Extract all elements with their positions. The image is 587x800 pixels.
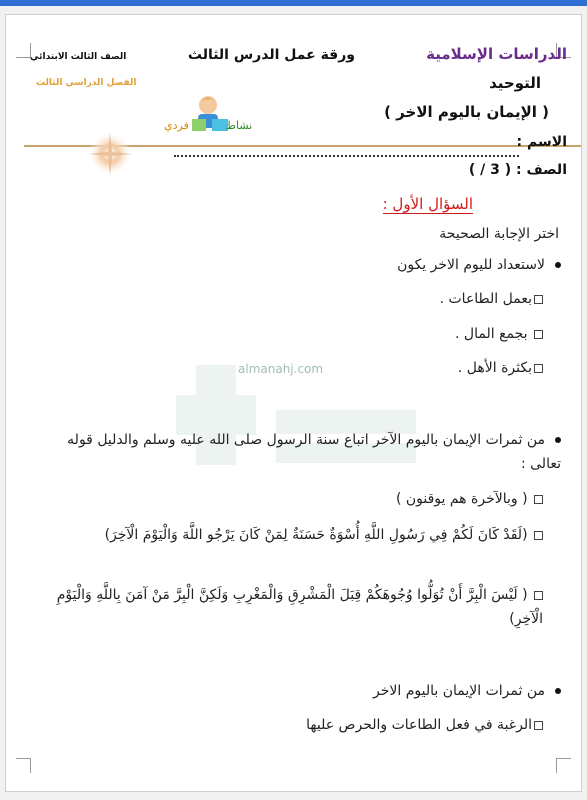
name-blank-line[interactable] <box>174 155 519 157</box>
semester-label: الفصل الدراسي الثالث <box>36 78 137 88</box>
checkbox-icon[interactable] <box>534 295 543 304</box>
answer-option[interactable] <box>458 360 543 376</box>
activity-label <box>164 119 252 132</box>
name-label: الاسم : <box>516 134 567 150</box>
crop-mark <box>556 758 571 773</box>
activity-type: فردي <box>164 119 189 132</box>
checkbox-icon[interactable] <box>534 364 543 373</box>
checkbox-icon[interactable] <box>534 495 543 504</box>
bullet-icon <box>555 437 561 443</box>
question-item <box>41 428 561 476</box>
subject-title: الدراسات الإسلامية <box>426 45 567 63</box>
option-text: ( وبالآخرة هم يوقنون ) <box>395 491 528 507</box>
question-stem: من ثمرات الإيمان باليوم الآخر اتباع سنة الرسول صلى الله عليه وسلم والدليل قوله تعالى : <box>67 432 561 472</box>
checkbox-icon[interactable] <box>534 591 543 600</box>
lesson-title: ( الإيمان باليوم الاخر ) <box>384 103 549 121</box>
option-text: بعمل الطاعات . <box>439 291 532 307</box>
question-item <box>397 257 561 273</box>
worksheet-title: ورقة عمل الدرس الثالث <box>187 47 355 63</box>
question-stem: من ثمرات الإيمان باليوم الاخر <box>373 683 545 699</box>
worksheet-page <box>5 14 582 792</box>
question-title: السؤال الأول : <box>382 195 473 213</box>
unit-title: التوحيد <box>489 74 541 92</box>
checkbox-icon[interactable] <box>534 531 543 540</box>
instruction-text: اختر الإجابة الصحيحة <box>439 226 559 242</box>
top-accent-bar <box>0 0 587 6</box>
answer-option[interactable] <box>43 523 543 547</box>
question-stem: لاستعداد لليوم الاخر يكون <box>397 257 545 273</box>
option-text: بجمع المال . <box>455 326 528 342</box>
watermark-site: almanahj.com <box>238 362 324 376</box>
answer-option[interactable] <box>396 491 543 507</box>
checkbox-icon[interactable] <box>534 330 543 339</box>
grade-label: الصف الثالث الابتدائي <box>30 52 127 62</box>
class-label: الصف : ( 3 / ) <box>468 162 567 178</box>
answer-option[interactable] <box>43 583 543 631</box>
bullet-icon <box>555 688 561 694</box>
sparkle-decoration <box>86 130 134 178</box>
answer-option[interactable] <box>440 291 543 307</box>
option-text: الرغبة في فعل الطاعات والحرص عليها <box>306 717 532 733</box>
activity-word: نشاط <box>225 119 253 132</box>
bullet-icon <box>555 262 561 268</box>
student-reading-icon <box>186 93 234 139</box>
option-text: ( لَيْسَ الْبِرَّ أَنْ تُوَلُّوا وُجُوهَكُمْ قِبَلَ الْمَشْرِقِ وَالْمَغْرِبِ وَلَكِنَّ الْبِرَّ مَنْ آمَنَ بِاللَّهِ وَالْيَوْمِ الْآخِرِ) <box>56 587 543 627</box>
crop-mark <box>16 758 31 773</box>
crop-mark <box>16 43 31 58</box>
checkbox-icon[interactable] <box>534 721 543 730</box>
answer-option[interactable] <box>306 717 543 733</box>
option-text: بكثرة الأهل . <box>457 360 532 376</box>
option-text: (لَقَدْ كَانَ لَكُمْ فِي رَسُولِ اللَّهِ أُسْوَةٌ حَسَنَةٌ لِمَنْ كَانَ يَرْجُو اللَّهَ وَالْيَوْمَ الْآخِرَ) <box>104 527 528 543</box>
answer-option[interactable] <box>455 326 543 342</box>
question-item <box>373 683 561 699</box>
